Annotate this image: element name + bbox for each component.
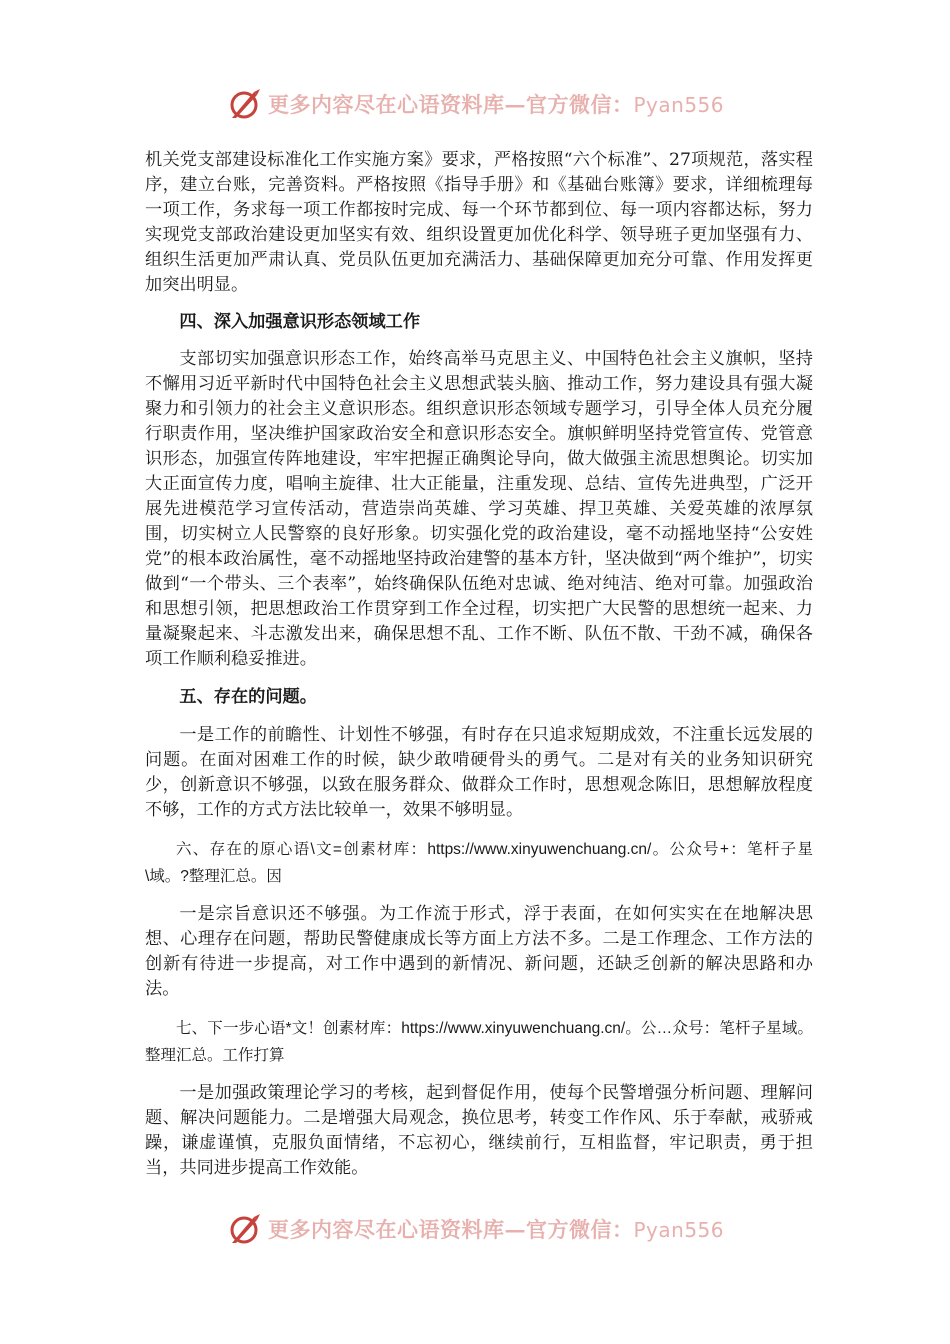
- section-heading-4: 四、深入加强意识形态领域工作: [179, 312, 421, 332]
- banner-text: [268, 89, 724, 119]
- paragraph-5: 一是加强政策理论学习的考核，起到督促作用，使每个民警增强分析问题、理解问题、解决问题能力。二是增强大局观念，换位思考，转变工作作风、乐于奉献，戒骄戒躁，谦虚谨慎，克服负面情绪，不忘初心，继续前行，互相监督，牢记职责，勇于担当，共同进步提高工作效能。: [145, 1083, 813, 1178]
- section-heading-6: 六、存在的原心语\文=创素材库：https://www.xinyuwenchuang.cn/。公众号+：笔杆子星\域。?整理汇总。因: [145, 841, 813, 885]
- banner-chinese-text: 更多内容尽在心语资料库—官方微信：: [268, 1217, 634, 1242]
- section-heading-5: 五、存在的问题。: [179, 687, 317, 707]
- banner-wechat-id: Pyan556: [633, 93, 725, 117]
- quill-pen-logo-icon: [228, 1212, 262, 1246]
- paragraph-3: 一是工作的前瞻性、计划性不够强，有时存在只追求短期成效，不注重长远发展的问题。在面对困难工作的时候，缺少敢啃硬骨头的勇气。二是对有关的业务知识研究少，创新意识不够强，以致在服务群众、做群众工作时，思想观念陈旧，思想解放程度不够，工作的方式方法比较单一，效果不够明显。: [145, 725, 813, 820]
- quill-pen-logo-icon: [228, 87, 262, 121]
- banner-chinese-text: 更多内容尽在心语资料库—官方微信：: [268, 92, 634, 117]
- banner-wechat-id: Pyan556: [633, 1218, 725, 1242]
- document-body: [145, 148, 813, 1181]
- header-banner: [228, 84, 728, 124]
- footer-banner: [228, 1209, 728, 1249]
- paragraph-2: 支部切实加强意识形态工作，始终高举马克思主义、中国特色社会主义旗帜，坚持不懈用习近平新时代中国特色社会主义思想武装头脑、推动工作，努力建设具有强大凝聚力和引领力的社会主义意识形态。组织意识形态领域专题学习，引导全体人员充分履行职责作用，坚决维护国家政治安全和意识形态安全。旗帜鲜明坚持党管宣传、党管意识形态，加强宣传阵地建设，牢牢把握正确舆论导向，做大做强主流思想舆论。切实加大正面宣传力度，唱响主旋律、壮大正能量，注重发现、总结、宣传先进典型，广泛开展先进模范学习宣传活动，营造崇尚英雄、学习英雄、捍卫英雄、关爱英雄的浓厚氛围，切实树立人民警察的良好形象。切实强化党的政治建设，毫不动摇地坚持“公安姓党”的根本政治属性，毫不动摇地坚持政治建警的基本方针，坚决做到“两个维护”，切实做到“一个带头、三个表率”，始终确保队伍绝对忠诚、绝对纯洁、绝对可靠。加强政治和思想引领，把思想政治工作贯穿到工作全过程，切实把广大民警的思想统一起来、力量凝聚起来、斗志激发出来，确保思想不乱、工作不断、队伍不散、干劲不减，确保各项工作顺利稳妥推进。: [145, 349, 813, 669]
- paragraph-1: 机关党支部建设标准化工作实施方案》要求，严格按照“六个标准”、27项规范，落实程序，建立台账，完善资料。严格按照《指导手册》和《基础台账簿》要求，详细梳理每一项工作，务求每一项工作都按时完成、每一个环节都到位、每一项内容都达标，努力实现党支部政治建设更加坚实有效、组织设置更加优化科学、领导班子更加坚强有力、组织生活更加严肃认真、党员队伍更加充满活力、基础保障更加充分可靠、作用发挥更加突出明显。: [145, 150, 813, 295]
- paragraph-4: 一是宗旨意识还不够强。为工作流于形式，浮于表面，在如何实实在在地解决思想、心理存在问题，帮助民警健康成长等方面上方法不多。二是工作理念、工作方法的创新有待进一步提高，对工作中遇到的新情况、新问题，还缺乏创新的解决思路和办法。: [145, 904, 813, 999]
- banner-text: [268, 1214, 724, 1244]
- section-heading-7: 七、下一步心语*文！创素材库：https://www.xinyuwenchuang.cn/。公…众号：笔杆子星域。整理汇总。工作打算: [145, 1020, 813, 1064]
